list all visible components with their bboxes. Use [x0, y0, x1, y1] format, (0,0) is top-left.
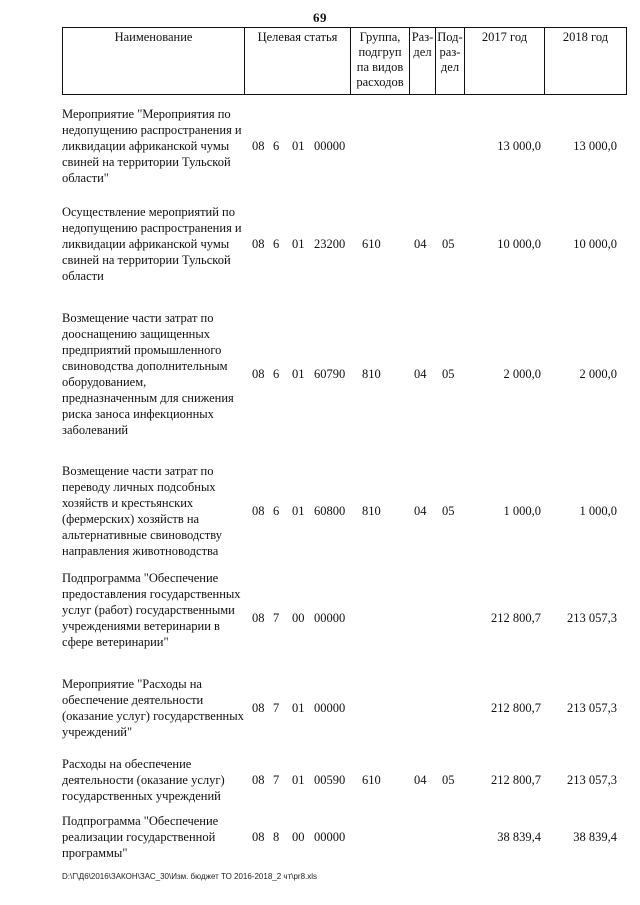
code-event: 00	[292, 611, 305, 625]
table-row	[62, 463, 627, 559]
value-2018: 10 000,0	[573, 237, 617, 251]
row-name: Подпрограмма "Обеспечение предоставления государственных услуг (работ) государственными учреждениями ветеринарии в сфере ветеринарии"	[62, 571, 241, 649]
code-program: 08	[252, 830, 265, 844]
value-2018: 2 000,0	[579, 367, 617, 381]
code-event: 01	[292, 504, 305, 518]
value-2018: 213 057,3	[567, 701, 617, 715]
code-program: 08	[252, 701, 265, 715]
code-subprogram: 6	[273, 504, 280, 518]
code-subprogram: 6	[273, 237, 280, 251]
code-direction: 60800	[314, 504, 346, 518]
header-2017: 2017 год	[465, 28, 545, 94]
code-subprogram: 7	[273, 773, 280, 787]
header-podrazdel-line: Под-	[437, 30, 463, 44]
code-subprogram: 6	[273, 139, 280, 153]
header-group-line: па видов	[356, 60, 404, 74]
code-subprogram: 7	[273, 611, 280, 625]
value-2017: 2 000,0	[503, 367, 541, 381]
expense-group: 810	[362, 367, 381, 381]
header-razdel	[410, 28, 436, 94]
value-2017: 1 000,0	[503, 504, 541, 518]
code-direction: 00590	[314, 773, 346, 787]
podrazdel: 05	[442, 367, 455, 381]
code-subprogram: 8	[273, 830, 280, 844]
value-2017: 212 800,7	[491, 611, 541, 625]
code-direction: 00000	[314, 611, 346, 625]
code-program: 08	[252, 367, 265, 381]
row-name: Расходы на обеспечение деятельности (оказание услуг) государственных учреждений	[62, 757, 225, 803]
code-event: 01	[292, 237, 305, 251]
header-podrazdel	[436, 28, 465, 94]
table-row	[62, 570, 627, 666]
expense-group: 810	[362, 504, 381, 518]
code-program: 08	[252, 504, 265, 518]
podrazdel: 05	[442, 504, 455, 518]
code-direction: 00000	[314, 830, 346, 844]
razdel: 04	[414, 773, 427, 787]
value-2017: 10 000,0	[497, 237, 541, 251]
file-path-footer: D:\Г\Д6\2016\ЗАКОН\ЗАС_30\Изм. бюджет ТО 2016-2018_2 чт\pr8.xls	[62, 872, 318, 881]
header-group-line: Группа,	[359, 30, 401, 44]
table-row	[62, 676, 627, 740]
value-2017: 13 000,0	[497, 139, 541, 153]
code-direction: 00000	[314, 139, 346, 153]
row-name: Осуществление мероприятий по недопущению распространения и ликвидации африканской чумы свиней на территории Тульской области	[62, 205, 242, 283]
table-row	[62, 813, 627, 861]
header-podrazdel-line: раз-	[439, 45, 461, 59]
row-name: Мероприятие "Мероприятия по недопущению распространения и ликвидации африканской чумы свиней на территории Тульской области"	[62, 107, 242, 185]
value-2017: 38 839,4	[497, 830, 541, 844]
code-event: 00	[292, 830, 305, 844]
value-2018: 38 839,4	[573, 830, 617, 844]
code-subprogram: 6	[273, 367, 280, 381]
header-group-line: расходов	[356, 75, 404, 89]
value-2018: 1 000,0	[579, 504, 617, 518]
code-program: 08	[252, 611, 265, 625]
header-razdel-line: дел	[413, 45, 432, 59]
value-2018: 213 057,3	[567, 773, 617, 787]
razdel: 04	[414, 367, 427, 381]
value-2017: 212 800,7	[491, 773, 541, 787]
podrazdel: 05	[442, 237, 455, 251]
code-event: 01	[292, 139, 305, 153]
code-event: 01	[292, 773, 305, 787]
value-2018: 13 000,0	[573, 139, 617, 153]
code-event: 01	[292, 701, 305, 715]
header-group-line: подгруп	[358, 45, 402, 59]
table-row	[62, 204, 627, 284]
row-name: Подпрограмма "Обеспечение реализации государственной программы"	[62, 814, 219, 860]
table-row	[62, 310, 627, 438]
table-row	[62, 106, 627, 186]
header-podrazdel-line: дел	[440, 60, 460, 74]
header-2018: 2018 год	[562, 30, 609, 44]
header-group	[351, 28, 410, 94]
razdel: 04	[414, 237, 427, 251]
podrazdel: 05	[442, 773, 455, 787]
code-direction: 23200	[314, 237, 346, 251]
value-2017: 212 800,7	[491, 701, 541, 715]
header-razdel-line: Раз-	[411, 30, 434, 44]
code-subprogram: 7	[273, 701, 280, 715]
code-direction: 60790	[314, 367, 346, 381]
expense-group: 610	[362, 237, 381, 251]
code-direction: 00000	[314, 701, 346, 715]
row-name: Мероприятие "Расходы на обеспечение деятельности (оказание услуг) государственных учреждений"	[62, 677, 244, 739]
code-program: 08	[252, 773, 265, 787]
razdel: 04	[414, 504, 427, 518]
header-target-article: Целевая статья	[245, 28, 351, 94]
table-row	[62, 756, 627, 804]
code-program: 08	[252, 237, 265, 251]
table-header	[62, 27, 627, 95]
row-name: Возмещение части затрат по дооснащению защищенных предприятий промышленного свиноводства дополнительным оборудованием, предназначенным для снижения риска заноса инфекционных заболеваний	[62, 311, 234, 437]
code-event: 01	[292, 367, 305, 381]
row-name: Возмещение части затрат по переводу личных подсобных хозяйств и крестьянских (фермерских) хозяйств на альтернативные свиноводству направления животноводства	[62, 464, 222, 558]
code-program: 08	[252, 139, 265, 153]
value-2018: 213 057,3	[567, 611, 617, 625]
expense-group: 610	[362, 773, 381, 787]
header-name: Наименование	[63, 28, 245, 94]
page-number: 69	[313, 10, 327, 25]
